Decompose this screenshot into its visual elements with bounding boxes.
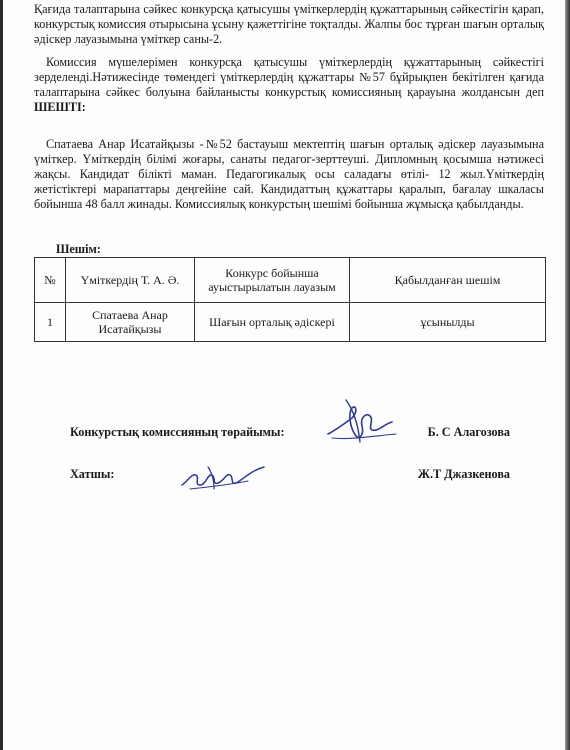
candidate-description-text: Спатаева Анар Исатайқызы -№52 бастауыш мектептің шағын орталық әдіскер лауазымына үміткер. Үміткердің білімі жоғары, санаты педагог-зерттеуші. Дипломның қосымша нәтижесі жақсы. Кандидат білікті маман. Педагогикалық осы саладағы өтілі- 12 жыл.Үміткердің жетістіктері марапаттары деңгейіне сай. Кандидаттың құжаттары қаралып, бағалау шкаласы бойынша 48 балл жинады. Комиссиялық конкурстың шешімі бойынша жұмысқа қабылданды. <box>34 137 544 211</box>
paragraph-commission-decision <box>34 55 544 115</box>
decision-table <box>34 257 546 342</box>
chair-handwritten-signature <box>322 394 402 446</box>
cell-candidate-name: Спатаева Анар Исатайқызы <box>66 303 195 342</box>
table-row <box>35 303 546 342</box>
decided-label: ШЕШТІ: <box>34 100 86 114</box>
decision-heading: Шешім: <box>56 242 101 256</box>
paragraph-documents-review: Қағида талаптарына сәйкес конкурсқа қатысушы үміткерлердің құжаттарының сәйкестігін қарап, конкурстық комиссия отырысына ұсыну қажеттігіне тоқталды. Жалпы бос тұрған шағын орталық әдіскер лауазымына үміткер саны-2. <box>34 2 544 46</box>
secretary-name: Ж.Т Джазкенова <box>417 467 510 481</box>
cell-position: Шағын орталық әдіскері <box>195 303 350 342</box>
header-position: Конкурс бойынша ауыстырылатын лауазым <box>195 258 350 303</box>
scan-edge-right <box>565 0 570 750</box>
paragraph-candidate-description <box>34 137 544 212</box>
header-number: № <box>35 258 66 303</box>
chair-role: Конкурстық комиссияның төрайымы: <box>70 425 285 439</box>
header-candidate-name: Үміткердің Т. А. Ә. <box>66 258 195 303</box>
scan-edge-left <box>0 0 3 750</box>
header-decision: Қабылданған шешім <box>350 258 546 303</box>
secretary-role: Хатшы: <box>70 467 115 481</box>
secretary-handwritten-signature <box>178 455 268 495</box>
table-header-row <box>35 258 546 303</box>
paragraph-commission-text: Комиссия мүшелерімен конкурсқа қатысушы үміткерлердің құжаттарының сәйкестігі зерделенді.Нәтижесінде төмендегі үміткерлердің құжаттары №57 бұйрықпен бекітілген қағида талаптарына сәйкес болуына байланысты конкурстық комиссияның қарауына жолдансын деп <box>34 55 544 99</box>
cell-number: 1 <box>35 303 66 342</box>
chair-name: Б. С Алагозова <box>427 425 510 439</box>
cell-decision: ұсынылды <box>350 303 546 342</box>
